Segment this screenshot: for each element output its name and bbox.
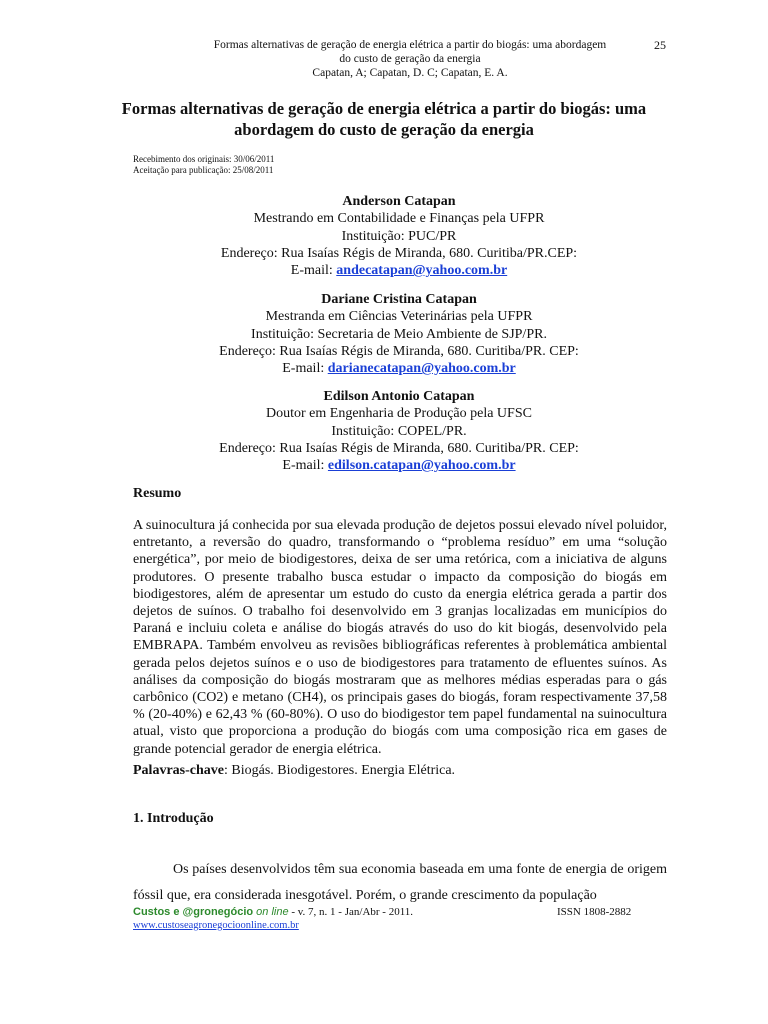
email-label: E-mail:	[282, 458, 328, 474]
keywords	[133, 763, 667, 779]
author-block	[133, 388, 665, 474]
running-title-line1: Formas alternativas de geração de energia elétrica a partir do biogás: uma abordagem	[213, 39, 607, 51]
author-address: Endereço: Rua Isaías Régis de Miranda, 680. Curitiba/PR. CEP:	[219, 343, 579, 359]
page-footer	[133, 905, 667, 933]
author-degree: Mestranda em Ciências Veterinárias pela UFPR	[265, 309, 533, 325]
author-institution: Instituição: Secretaria de Meio Ambiente de SJP/PR.	[251, 326, 547, 342]
author-degree: Doutor em Engenharia de Produção pela UFSC	[266, 406, 532, 422]
paper-title: Formas alternativas de geração de energia elétrica a partir do biogás: uma abordagem do custo de geração da energia	[121, 99, 647, 139]
email-label: E-mail:	[290, 263, 337, 279]
author-name: Edilson Antonio Catapan	[323, 389, 475, 404]
author-email-line	[133, 262, 665, 279]
journal-issn: ISSN 1808-2882	[557, 906, 632, 918]
abstract-text: A suinocultura já conhecida por sua elevada produção de dejetos possui elevado nível poluidor, entretanto, a reversão do quadro, transformando o “problema resíduo” em uma “solução energética”, por meio de biodigestores, deixa de ser uma retórica, com a iniciativa de alguns produtores. O presente trabalho busca estudar o impacto da composição do biogás em biodigestores, além de apresentar um estudo do custo da energia elétrica gerada a partir dos dejetos de suínos. O trabalho foi desenvolvido em 3 granjas localizadas em municípios do Paraná e incluiu coleta e análise do biogás através do uso do kit biogás, desenvolvido pela EMBRAPA. Também envolveu as revisões bibliográficas referentes à problemática ambiental gerada pelos dejetos suínos e o uso de biodigestores para tratamento de efluentes suínos. As análises da composição do biogás mostraram que as melhores médias esperadas para o gás carbônico (CO2) e metano (CH4), os principais gases do biogás, foram respectivamente 37,58 % (20-40%) e 62,43 % (60-80%). O uso do biodigestor tem papel fundamental na suinocultura atual, visto que proporciona a produção do biogás com uma composição rica em gases de grande potencial gerador de energia elétrica.	[133, 518, 667, 757]
keywords-label: Palavras-chave	[133, 763, 224, 778]
journal-line	[133, 906, 413, 918]
email-label: E-mail:	[282, 361, 328, 377]
email-link[interactable]: edilson.catapan@yahoo.com.br	[327, 458, 516, 474]
author-degree: Mestrando em Contabilidade e Finanças pela UFPR	[253, 211, 545, 227]
journal-online: on line	[253, 906, 289, 918]
author-institution: Instituição: PUC/PR	[341, 228, 457, 244]
received-date: Recebimento dos originais: 30/06/2011	[133, 154, 275, 164]
introduction-heading: 1. Introdução	[133, 811, 214, 826]
email-link[interactable]: darianecatapan@yahoo.com.br	[327, 361, 516, 377]
introduction-text: Os países desenvolvidos têm sua economia baseada em uma fonte de energia de origem fóssil que, era considerada inesgotável. Porém, o grande crescimento da população	[133, 862, 667, 903]
author-block	[133, 193, 665, 279]
keywords-text: : Biogás. Biodigestores. Energia Elétrica.	[223, 763, 456, 778]
author-name: Anderson Catapan	[342, 194, 456, 209]
abstract-heading: Resumo	[133, 486, 182, 501]
journal-brand: Custos e @gronegócio	[133, 906, 254, 918]
author-email-line	[133, 457, 665, 474]
journal-volume: - v. 7, n. 1 - Jan/Abr - 2011.	[288, 906, 414, 918]
running-authors: Capatan, A; Capatan, D. C; Capatan, E. A.	[312, 67, 508, 79]
submission-dates	[133, 154, 274, 176]
author-address: Endereço: Rua Isaías Régis de Miranda, 680. Curitiba/PR. CEP:	[219, 440, 579, 456]
running-title-line2: do custo de geração da energia	[339, 53, 481, 65]
author-block	[133, 291, 665, 377]
author-name: Dariane Cristina Catapan	[321, 292, 477, 307]
author-institution: Instituição: COPEL/PR.	[331, 423, 467, 439]
page-number: 25	[654, 38, 666, 52]
running-header	[180, 38, 640, 80]
journal-website-link[interactable]: www.custoseagronegocioonline.com.br	[133, 920, 299, 931]
email-link[interactable]: andecatapan@yahoo.com.br	[336, 263, 508, 279]
accepted-date: Aceitação para publicação: 25/08/2011	[133, 165, 274, 175]
author-address: Endereço: Rua Isaías Régis de Miranda, 680. Curitiba/PR.CEP:	[220, 245, 578, 261]
author-email-line	[133, 360, 665, 377]
